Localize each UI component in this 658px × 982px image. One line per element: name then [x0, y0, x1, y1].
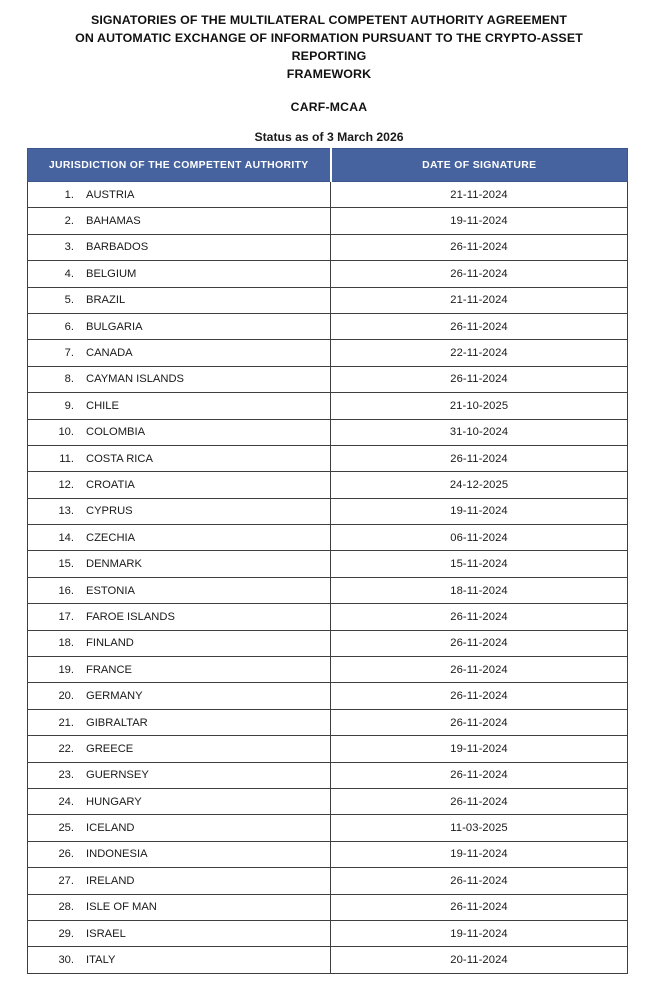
jurisdiction-content: [28, 717, 330, 729]
table-row: [28, 234, 628, 260]
jurisdiction-content: [28, 479, 330, 491]
cell-jurisdiction: [28, 445, 331, 471]
table-row: [28, 366, 628, 392]
jurisdiction-content: [28, 769, 330, 781]
cell-date-of-signature: 26-11-2024: [331, 762, 628, 788]
jurisdiction-name: FRANCE: [86, 663, 132, 676]
jurisdiction-name: FINLAND: [86, 637, 134, 650]
table-body: [28, 182, 628, 974]
cell-jurisdiction: [28, 815, 331, 841]
cell-jurisdiction: [28, 657, 331, 683]
jurisdiction-name: CROATIA: [86, 478, 135, 491]
jurisdiction-name: DENMARK: [86, 558, 142, 571]
cell-date-of-signature: 21-10-2025: [331, 393, 628, 419]
cell-date-of-signature: 19-11-2024: [331, 920, 628, 946]
cell-jurisdiction: [28, 868, 331, 894]
cell-date-of-signature: 26-11-2024: [331, 445, 628, 471]
jurisdiction-name: GUERNSEY: [86, 769, 149, 782]
table-row: [28, 182, 628, 208]
row-number: 22.: [58, 742, 74, 755]
cell-jurisdiction: [28, 894, 331, 920]
table-row: [28, 313, 628, 339]
table-row: [28, 261, 628, 287]
jurisdiction-content: [28, 848, 330, 860]
jurisdiction-content: [28, 294, 330, 306]
cell-jurisdiction: [28, 709, 331, 735]
cell-jurisdiction: [28, 498, 331, 524]
document-subtitle: CARF-MCAA: [290, 100, 368, 115]
cell-date-of-signature: 26-11-2024: [331, 234, 628, 260]
jurisdiction-name: GERMANY: [86, 690, 143, 703]
jurisdiction-content: [28, 796, 330, 808]
jurisdiction-content: [28, 426, 330, 438]
cell-date-of-signature: 15-11-2024: [331, 551, 628, 577]
jurisdiction-name: BRAZIL: [86, 294, 126, 307]
cell-jurisdiction: [28, 525, 331, 551]
cell-jurisdiction: [28, 841, 331, 867]
row-number: 15.: [58, 558, 74, 571]
jurisdiction-name: AUSTRIA: [86, 188, 135, 201]
row-number: 29.: [58, 927, 74, 940]
table-row: [28, 736, 628, 762]
cell-date-of-signature: 26-11-2024: [331, 894, 628, 920]
row-number: 6.: [64, 320, 74, 333]
cell-jurisdiction: [28, 920, 331, 946]
cell-jurisdiction: [28, 762, 331, 788]
cell-jurisdiction: [28, 182, 331, 208]
cell-date-of-signature: 24-12-2025: [331, 472, 628, 498]
jurisdiction-content: [28, 189, 330, 201]
jurisdiction-content: [28, 637, 330, 649]
row-number: 18.: [58, 637, 74, 650]
row-number: 30.: [58, 954, 74, 967]
column-header-jurisdiction: JURISDICTION OF THE COMPETENT AUTHORITY: [28, 149, 331, 182]
row-number: 25.: [58, 822, 74, 835]
table-row: [28, 445, 628, 471]
cell-jurisdiction: [28, 313, 331, 339]
row-number: 7.: [64, 347, 74, 360]
jurisdiction-name: CYPRUS: [86, 505, 133, 518]
signatories-table-container: [27, 148, 627, 974]
cell-jurisdiction: [28, 683, 331, 709]
jurisdiction-content: [28, 954, 330, 966]
jurisdiction-content: [28, 505, 330, 517]
row-number: 27.: [58, 874, 74, 887]
cell-date-of-signature: 26-11-2024: [331, 630, 628, 656]
row-number: 2.: [64, 215, 74, 228]
jurisdiction-content: [28, 875, 330, 887]
cell-jurisdiction: [28, 577, 331, 603]
status-line: Status as of 3 March 2026: [254, 130, 404, 145]
table-row: [28, 393, 628, 419]
cell-date-of-signature: 18-11-2024: [331, 577, 628, 603]
row-number: 20.: [58, 690, 74, 703]
jurisdiction-content: [28, 400, 330, 412]
table-row: [28, 815, 628, 841]
cell-jurisdiction: [28, 208, 331, 234]
cell-jurisdiction: [28, 736, 331, 762]
jurisdiction-content: [28, 611, 330, 623]
jurisdiction-name: INDONESIA: [86, 848, 148, 861]
cell-date-of-signature: 26-11-2024: [331, 788, 628, 814]
table-header-row: [28, 149, 628, 182]
jurisdiction-name: COLOMBIA: [86, 426, 146, 439]
table-row: [28, 208, 628, 234]
jurisdiction-content: [28, 215, 330, 227]
row-number: 26.: [58, 848, 74, 861]
jurisdiction-name: GIBRALTAR: [86, 716, 148, 729]
cell-jurisdiction: [28, 234, 331, 260]
cell-date-of-signature: 21-11-2024: [331, 287, 628, 313]
table-row: [28, 604, 628, 630]
cell-date-of-signature: 19-11-2024: [331, 498, 628, 524]
table-row: [28, 498, 628, 524]
jurisdiction-name: BAHAMAS: [86, 215, 141, 228]
jurisdiction-content: [28, 558, 330, 570]
jurisdiction-content: [28, 743, 330, 755]
row-number: 24.: [58, 795, 74, 808]
cell-jurisdiction: [28, 788, 331, 814]
table-row: [28, 841, 628, 867]
cell-jurisdiction: [28, 604, 331, 630]
table-row: [28, 287, 628, 313]
jurisdiction-name: ITALY: [86, 954, 116, 967]
row-number: 5.: [64, 294, 74, 307]
table-row: [28, 683, 628, 709]
row-number: 3.: [64, 241, 74, 254]
jurisdiction-name: COSTA RICA: [86, 452, 153, 465]
jurisdiction-name: ISLE OF MAN: [86, 901, 157, 914]
jurisdiction-name: CANADA: [86, 347, 133, 360]
jurisdiction-name: BULGARIA: [86, 320, 143, 333]
cell-date-of-signature: 11-03-2025: [331, 815, 628, 841]
row-number: 10.: [58, 426, 74, 439]
table-row: [28, 657, 628, 683]
table-row: [28, 472, 628, 498]
jurisdiction-content: [28, 453, 330, 465]
row-number: 13.: [58, 505, 74, 518]
row-number: 12.: [58, 478, 74, 491]
cell-date-of-signature: 21-11-2024: [331, 182, 628, 208]
row-number: 17.: [58, 610, 74, 623]
jurisdiction-name: CZECHIA: [86, 531, 136, 544]
jurisdiction-content: [28, 268, 330, 280]
table-row: [28, 709, 628, 735]
table-row: [28, 762, 628, 788]
jurisdiction-content: [28, 822, 330, 834]
row-number: 9.: [64, 399, 74, 412]
cell-date-of-signature: 26-11-2024: [331, 366, 628, 392]
jurisdiction-content: [28, 901, 330, 913]
cell-jurisdiction: [28, 261, 331, 287]
row-number: 23.: [58, 769, 74, 782]
cell-date-of-signature: 19-11-2024: [331, 736, 628, 762]
table-row: [28, 868, 628, 894]
jurisdiction-name: HUNGARY: [86, 795, 142, 808]
cell-date-of-signature: 26-11-2024: [331, 868, 628, 894]
table-row: [28, 551, 628, 577]
row-number: 14.: [58, 531, 74, 544]
table-header: [28, 149, 628, 182]
column-header-date: DATE OF SIGNATURE: [331, 149, 628, 182]
cell-date-of-signature: 26-11-2024: [331, 261, 628, 287]
jurisdiction-name: FAROE ISLANDS: [86, 610, 175, 623]
cell-date-of-signature: 26-11-2024: [331, 604, 628, 630]
table-row: [28, 525, 628, 551]
jurisdiction-content: [28, 664, 330, 676]
table-row: [28, 788, 628, 814]
jurisdiction-name: CHILE: [86, 399, 119, 412]
cell-jurisdiction: [28, 551, 331, 577]
page-title-line-1: SIGNATORIES OF THE MULTILATERAL COMPETENT AUTHORITY AGREEMENT: [90, 13, 568, 27]
table-row: [28, 419, 628, 445]
jurisdiction-content: [28, 347, 330, 359]
cell-jurisdiction: [28, 287, 331, 313]
jurisdiction-content: [28, 532, 330, 544]
cell-date-of-signature: 22-11-2024: [331, 340, 628, 366]
row-number: 16.: [58, 584, 74, 597]
cell-jurisdiction: [28, 393, 331, 419]
cell-date-of-signature: 26-11-2024: [331, 683, 628, 709]
cell-jurisdiction: [28, 472, 331, 498]
row-number: 8.: [64, 373, 74, 386]
jurisdiction-name: GREECE: [86, 742, 134, 755]
table-row: [28, 577, 628, 603]
jurisdiction-content: [28, 241, 330, 253]
jurisdiction-content: [28, 321, 330, 333]
jurisdiction-name: ICELAND: [86, 822, 135, 835]
table-row: [28, 947, 628, 973]
document-header: [0, 0, 658, 144]
cell-date-of-signature: 26-11-2024: [331, 313, 628, 339]
cell-jurisdiction: [28, 630, 331, 656]
row-number: 11.: [59, 452, 74, 465]
table-row: [28, 920, 628, 946]
cell-date-of-signature: 06-11-2024: [331, 525, 628, 551]
cell-date-of-signature: 31-10-2024: [331, 419, 628, 445]
table-row: [28, 894, 628, 920]
table-row: [28, 340, 628, 366]
jurisdiction-content: [28, 585, 330, 597]
cell-jurisdiction: [28, 340, 331, 366]
jurisdiction-content: [28, 928, 330, 940]
page-title: [46, 11, 612, 83]
page-title-line-3: FRAMEWORK: [286, 67, 372, 82]
jurisdiction-name: IRELAND: [86, 874, 135, 887]
jurisdiction-content: [28, 373, 330, 385]
jurisdiction-name: ISRAEL: [86, 927, 126, 940]
row-number: 4.: [64, 267, 74, 280]
cell-date-of-signature: 19-11-2024: [331, 208, 628, 234]
cell-date-of-signature: 20-11-2024: [331, 947, 628, 973]
cell-date-of-signature: 26-11-2024: [331, 709, 628, 735]
jurisdiction-name: BARBADOS: [86, 241, 149, 254]
page-title-line-2: ON AUTOMATIC EXCHANGE OF INFORMATION PURSUANT TO THE CRYPTO-ASSET REPORTING: [75, 31, 583, 64]
row-number: 19.: [58, 663, 74, 676]
signatories-table: [27, 148, 628, 974]
cell-jurisdiction: [28, 366, 331, 392]
jurisdiction-name: CAYMAN ISLANDS: [86, 373, 185, 386]
jurisdiction-name: BELGIUM: [86, 267, 137, 280]
cell-jurisdiction: [28, 419, 331, 445]
cell-date-of-signature: 19-11-2024: [331, 841, 628, 867]
cell-date-of-signature: 26-11-2024: [331, 657, 628, 683]
table-row: [28, 630, 628, 656]
row-number: 28.: [58, 901, 74, 914]
row-number: 1.: [64, 188, 74, 201]
jurisdiction-content: [28, 690, 330, 702]
jurisdiction-name: ESTONIA: [86, 584, 135, 597]
row-number: 21.: [58, 716, 74, 729]
cell-jurisdiction: [28, 947, 331, 973]
